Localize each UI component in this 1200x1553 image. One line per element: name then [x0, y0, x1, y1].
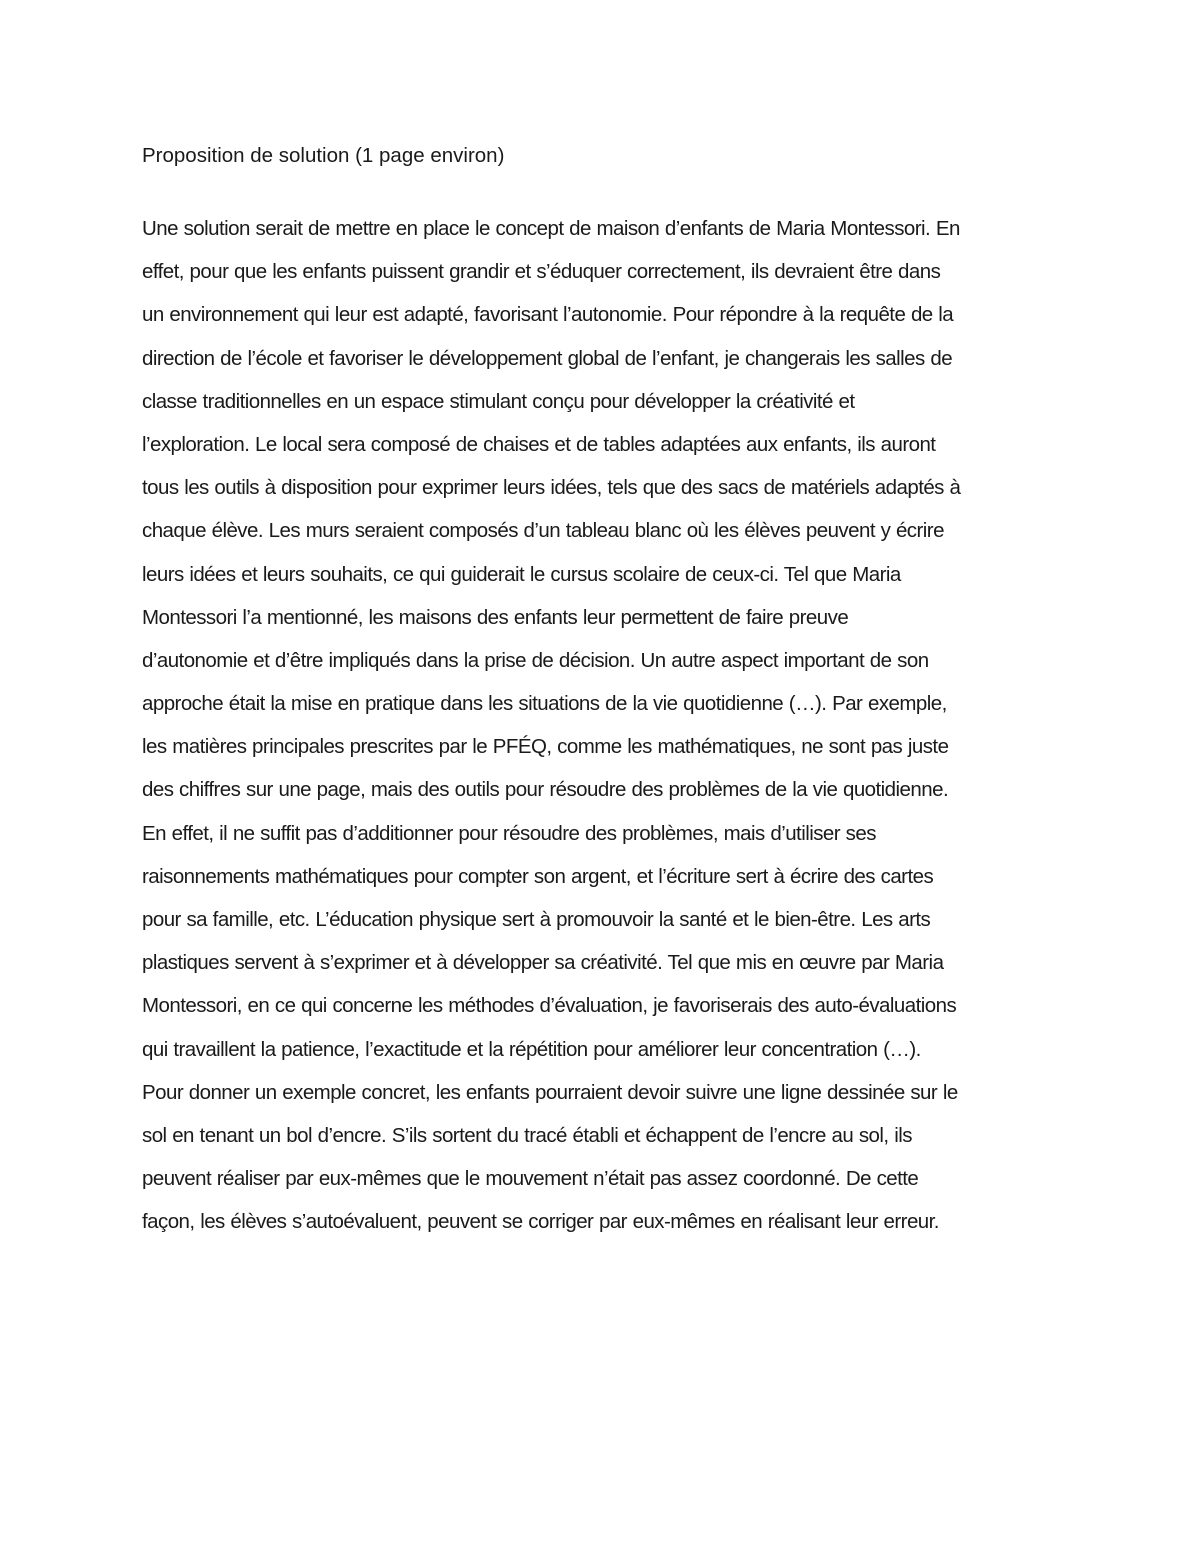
paragraph-line: les matières principales prescrites par le PFÉQ, comme les mathématiques, ne sont pas juste	[142, 735, 949, 759]
paragraph-line: façon, les élèves s’autoévaluent, peuvent se corriger par eux-mêmes en réalisant leur erreur.	[142, 1210, 939, 1234]
paragraph-line: Montessori, en ce qui concerne les méthodes d’évaluation, je favoriserais des auto-évaluations	[142, 994, 957, 1018]
paragraph-line: d’autonomie et d’être impliqués dans la prise de décision. Un autre aspect important de son	[142, 648, 929, 672]
paragraph-line: Une solution serait de mettre en place le concept de maison d’enfants de Maria Montessori. En	[142, 217, 960, 240]
paragraph-line: raisonnements mathématiques pour compter son argent, et l’écriture sert à écrire des cartes	[142, 864, 934, 888]
paragraph-line: leurs idées et leurs souhaits, ce qui guiderait le cursus scolaire de ceux-ci. Tel que Maria	[142, 562, 901, 586]
paragraph-line: effet, pour que les enfants puissent grandir et s’éduquer correctement, ils devraient être dans	[142, 260, 941, 284]
paragraph-line: plastiques servent à s’exprimer et à développer sa créativité. Tel que mis en œuvre par Maria	[142, 951, 944, 975]
paragraph-line: approche était la mise en pratique dans les situations de la vie quotidienne (…). Par exemple,	[142, 692, 947, 716]
paragraph-line: direction de l’école et favoriser le développement global de l’enfant, je changerais les salles de	[142, 346, 953, 370]
paragraph-line: Montessori l’a mentionné, les maisons des enfants leur permettent de faire preuve	[142, 605, 849, 629]
paragraph-line: classe traditionnelles en un espace stimulant conçu pour développer la créativité et	[142, 389, 855, 413]
paragraph-line: sol en tenant un bol d’encre. S’ils sortent du tracé établi et échappent de l’encre au sol, ils	[142, 1123, 912, 1147]
body-paragraph	[142, 212, 1072, 1249]
paragraph-line: En effet, il ne suffit pas d’additionner pour résoudre des problèmes, mais d’utiliser ses	[142, 821, 876, 845]
paragraph-line: l’exploration. Le local sera composé de chaises et de tables adaptées aux enfants, ils auront	[142, 432, 936, 456]
paragraph-line: Pour donner un exemple concret, les enfants pourraient devoir suivre une ligne dessinée sur le	[142, 1080, 958, 1104]
paragraph-line: un environnement qui leur est adapté, favorisant l’autonomie. Pour répondre à la requête de la	[142, 303, 954, 327]
paragraph-line: qui travaillent la patience, l’exactitude et la répétition pour améliorer leur concentration (…).	[142, 1037, 921, 1061]
paragraph-line: pour sa famille, etc. L’éducation physique sert à promouvoir la santé et le bien-être. Les arts	[142, 908, 931, 931]
section-heading: Proposition de solution (1 page environ)	[142, 144, 505, 167]
paragraph-line: des chiffres sur une page, mais des outils pour résoudre des problèmes de la vie quotidienne.	[142, 778, 949, 802]
paragraph-line: tous les outils à disposition pour exprimer leurs idées, tels que des sacs de matériels adaptés à	[142, 476, 961, 500]
paragraph-line: chaque élève. Les murs seraient composés d’un tableau blanc où les élèves peuvent y écrire	[142, 519, 944, 543]
paragraph-line: peuvent réaliser par eux-mêmes que le mouvement n’était pas assez coordonné. De cette	[142, 1167, 919, 1191]
